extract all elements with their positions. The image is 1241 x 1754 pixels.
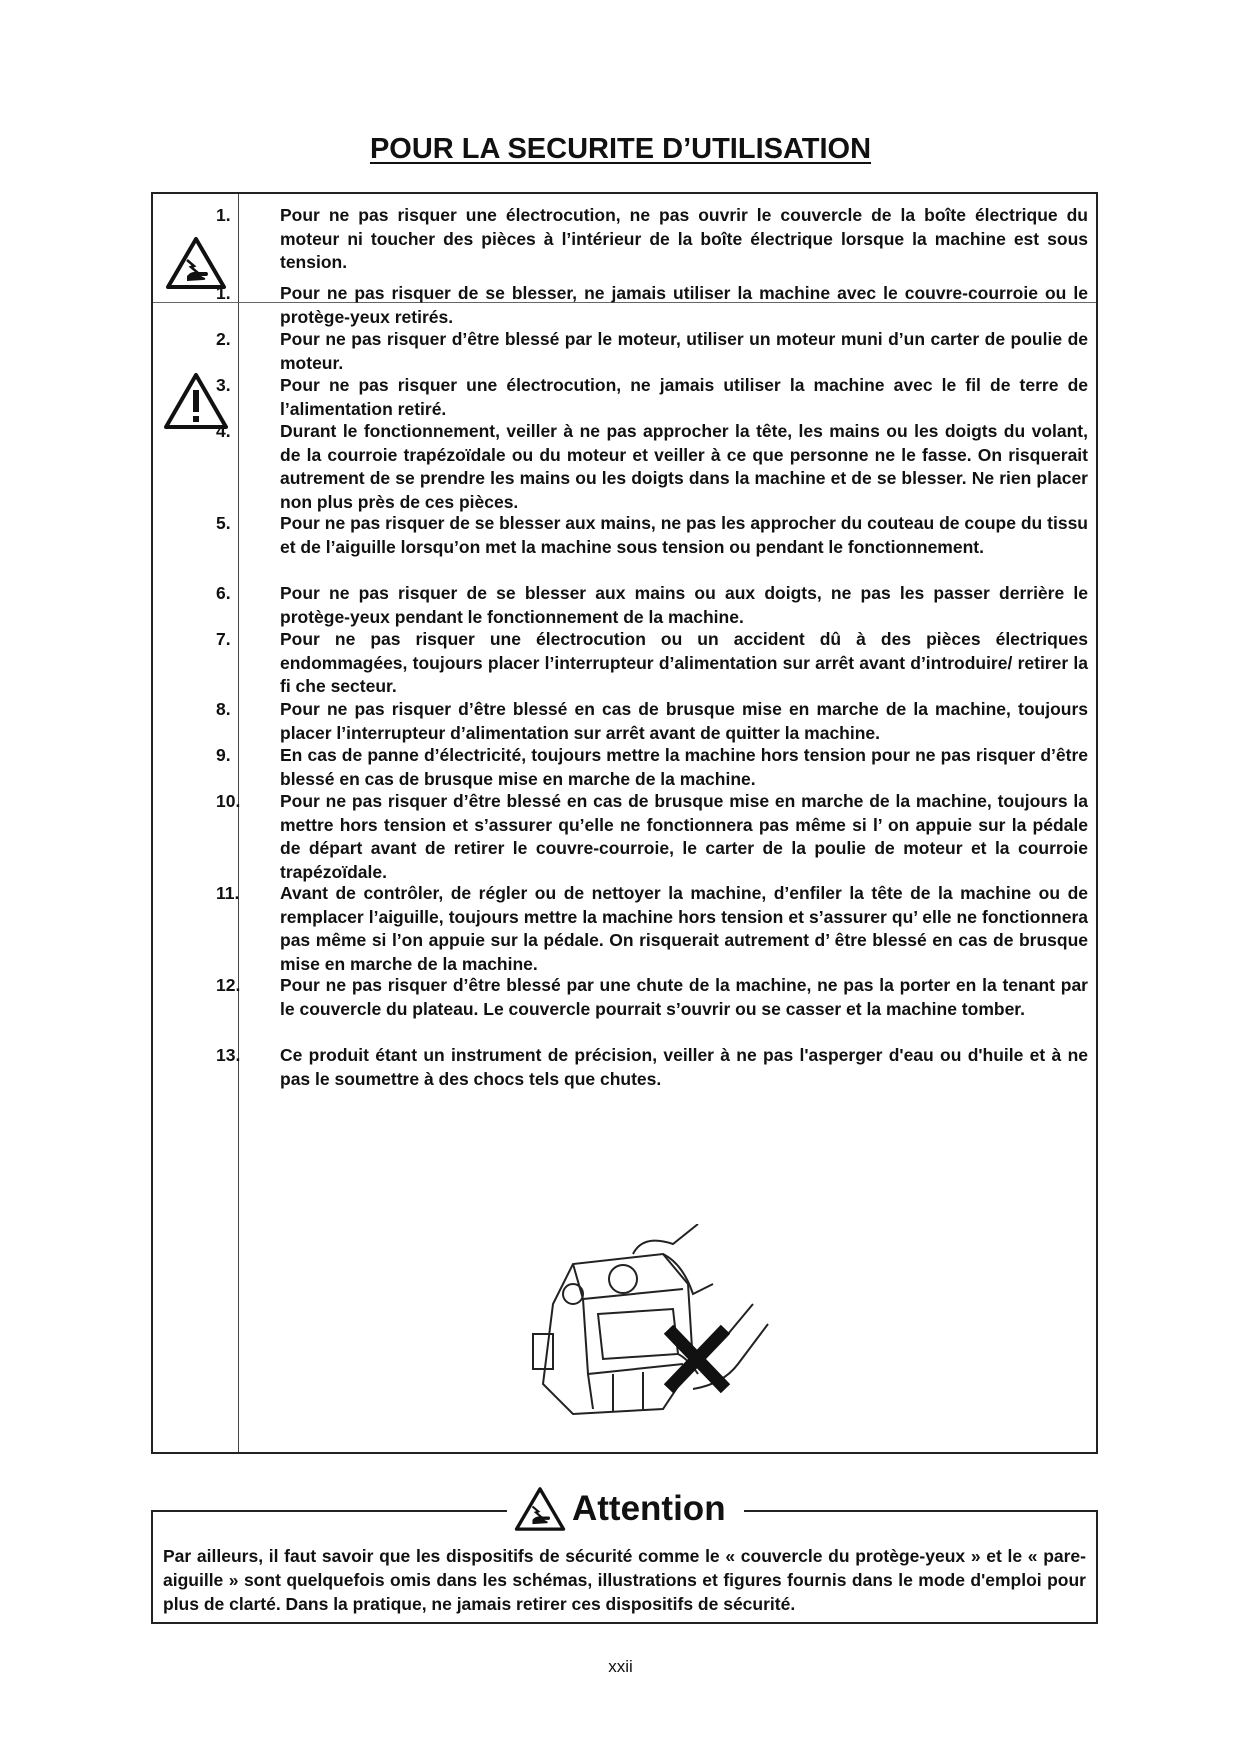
safety-item bbox=[216, 790, 1088, 884]
safety-item bbox=[216, 582, 1088, 629]
item-text: Pour ne pas risquer d’être blessé en cas de brusque mise en marche de la machine, toujours la mettre hors tension et s’assurer qu’elle ne fonctionnera pas même si l’ on appuie sur la pédale de départ avant de retirer le couvre-courroie, le carter de la poulie de moteur et la courroie trapézoïdale. bbox=[280, 791, 1088, 882]
page-title: POUR LA SECURITE D’UTILISATION bbox=[369, 133, 872, 165]
item-text: Ce produit étant un instrument de précision, veiller à ne pas l'asperger d'eau ou d'huile et à ne pas le soumettre à des chocs tels que chutes. bbox=[280, 1045, 1088, 1089]
item-text: Pour ne pas risquer de se blesser, ne jamais utiliser la machine avec le couvre-courroie ou le protège-yeux retirés. bbox=[280, 283, 1088, 327]
item-text: Pour ne pas risquer de se blesser aux mains, ne pas les approcher du couteau de coupe du tissu et de l’aiguille lorsqu’on met la machine sous tension ou pendant le fonctionnement. bbox=[280, 513, 1088, 557]
item-number: 1. bbox=[216, 205, 231, 225]
item-number: 11. bbox=[216, 883, 240, 903]
safety-item bbox=[216, 1044, 1088, 1091]
page-number: xxii bbox=[608, 1657, 633, 1676]
attention-label: Attention bbox=[572, 1489, 726, 1528]
safety-item bbox=[216, 204, 1088, 275]
item-text: Pour ne pas risquer de se blesser aux mains ou aux doigts, ne pas les passer derrière le protège-yeux pendant le fonctionnement de la machine. bbox=[280, 583, 1088, 627]
item-number: 2. bbox=[216, 329, 231, 349]
item-number: 1. bbox=[216, 283, 231, 303]
item-text: Pour ne pas risquer une électrocution ou un accident dû à des pièces électriques endommagées, toujours placer l’interrupteur d’alimentation sur arrêt avant d’introduire/ retirer la fi che secteur. bbox=[280, 629, 1088, 696]
item-number: 13. bbox=[216, 1045, 241, 1065]
safety-item bbox=[216, 974, 1088, 1021]
item-text: Pour ne pas risquer d’être blessé en cas de brusque mise en marche de la machine, toujours placer l’interrupteur d’alimentation sur arrêt avant de quitter la machine. bbox=[280, 699, 1088, 743]
item-text: Pour ne pas risquer une électrocution, ne pas ouvrir le couvercle de la boîte électrique du moteur ni toucher des pièces à l’intérieur de la boîte électrique lorsque la machine est sous tension. bbox=[280, 205, 1088, 272]
item-number: 12. bbox=[216, 975, 241, 995]
item-number: 10. bbox=[216, 791, 241, 811]
item-number: 7. bbox=[216, 629, 231, 649]
safety-item bbox=[216, 420, 1088, 514]
item-text: Pour ne pas risquer d’être blessé par le moteur, utiliser un moteur muni d’un carter de poulie de moteur. bbox=[280, 329, 1088, 373]
item-text: Durant le fonctionnement, veiller à ne pas approcher la tête, les mains ou les doigts du volant, de la courroie trapézoïdale ou du moteur et veiller à ce que personne ne le fasse. On risquerait autrement de se prendre les mains ou les doigts dans la machine et de se blesser. Ne rien placer non plus près de ces pièces. bbox=[280, 421, 1088, 512]
safety-item bbox=[216, 282, 1088, 329]
item-number: 6. bbox=[216, 583, 231, 603]
machine-carry-prohibited-illustration bbox=[513, 1224, 773, 1439]
icon-column-divider bbox=[238, 194, 239, 1452]
item-number: 4. bbox=[216, 421, 231, 441]
safety-instructions-box bbox=[151, 192, 1098, 1454]
item-number: 9. bbox=[216, 745, 231, 765]
safety-item bbox=[216, 512, 1088, 559]
item-number: 3. bbox=[216, 375, 231, 395]
safety-item bbox=[216, 328, 1088, 375]
attention-text: Par ailleurs, il faut savoir que les dispositifs de sécurité comme le « couvercle du protège-yeux » et le « pare-aiguille » sont quelquefois omis dans les schémas, illustrations et figures fournis dans le mode d'emploi pour plus de clarté. Dans la pratique, ne jamais retirer ces dispositifs de sécurité. bbox=[163, 1546, 1086, 1614]
safety-item bbox=[216, 374, 1088, 421]
safety-item bbox=[216, 882, 1088, 976]
item-text: Pour ne pas risquer une électrocution, ne jamais utiliser la machine avec le fil de terre de l’alimentation retiré. bbox=[280, 375, 1088, 419]
item-text: Avant de contrôler, de régler ou de nettoyer la machine, d’enfiler la tête de la machine ou de remplacer l’aiguille, toujours mettre la machine hors tension et s’assurer qu’ elle ne fonctionnera pas même si l’on appuie sur la pédale. On risquerait autrement d’ être blessé en cas de brusque mise en marche de la machine. bbox=[280, 883, 1088, 974]
safety-item bbox=[216, 698, 1088, 745]
item-number: 5. bbox=[216, 513, 231, 533]
item-number: 8. bbox=[216, 699, 231, 719]
item-text: En cas de panne d’électricité, toujours mettre la machine hors tension pour ne pas risquer d’être blessé en cas de brusque mise en marche de la machine. bbox=[280, 745, 1088, 789]
attention-box bbox=[151, 1510, 1098, 1624]
safety-item bbox=[216, 744, 1088, 791]
item-text: Pour ne pas risquer d’être blessé par une chute de la machine, ne pas la porter en la tenant par le couvercle du plateau. Le couvercle pourrait s’ouvrir ou se casser et la machine tomber. bbox=[280, 975, 1088, 1019]
safety-item bbox=[216, 628, 1088, 699]
